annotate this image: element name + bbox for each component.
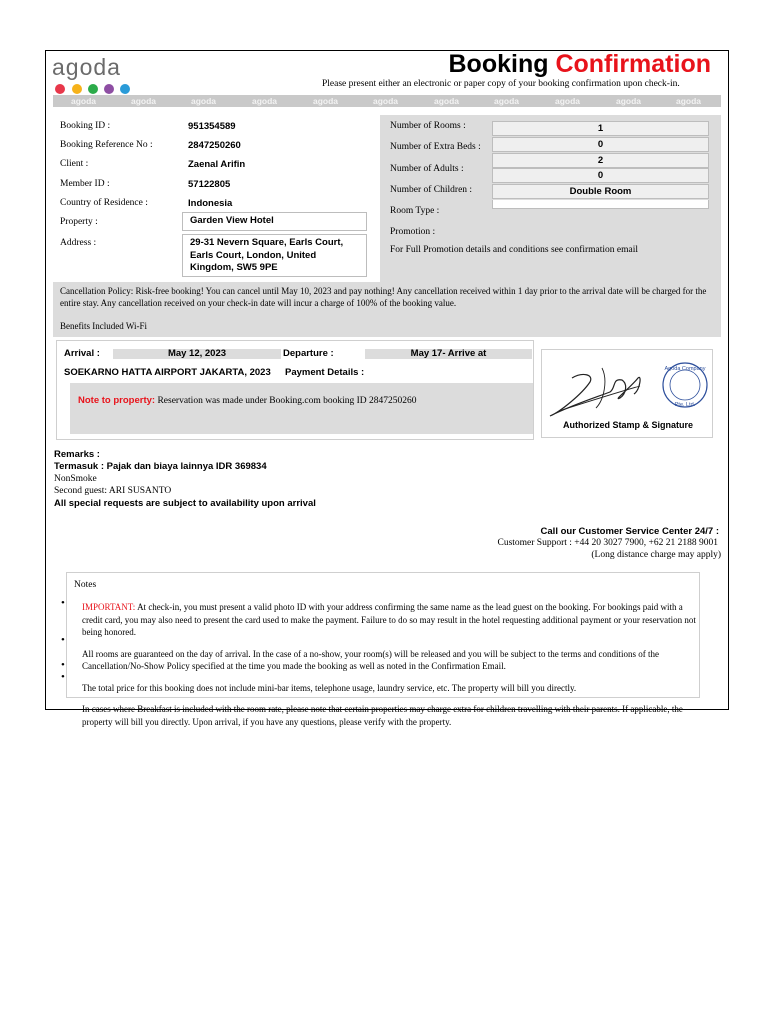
title-confirmation: Confirmation	[555, 50, 711, 78]
notes-title: Notes	[74, 580, 97, 590]
address-value: 29-31 Nevern Square, Earls Court, Earls Court, London, United Kingdom, SW5 9PE	[182, 234, 367, 277]
remarks-second-guest: Second guest: ARI SUSANTO	[54, 486, 172, 496]
logo-dot-red	[55, 84, 65, 94]
company-seal	[663, 363, 707, 408]
band-label: agoda	[373, 96, 399, 106]
note-to-property	[78, 395, 417, 406]
booking-id-label: Booking ID :	[60, 121, 111, 131]
arrival-value: May 12, 2023	[113, 349, 281, 359]
note-to-property-label: Note to property:	[78, 395, 156, 406]
band-label: agoda	[252, 96, 278, 106]
bullet-icon: •	[61, 671, 65, 683]
logo-dot-yellow	[72, 84, 82, 94]
notes-breakfast: In cases where Breakfast is included with the room rate, please note that certain properties may charge extra for children travelling with their parents. If applicable, the property will bill you directly. Upon arrival, if you have any questions, please verify with the property.	[82, 704, 683, 727]
extra-beds-value: 0	[492, 137, 709, 152]
booking-id-value: 951354589	[188, 121, 236, 132]
payment-details-label: Payment Details :	[285, 367, 365, 378]
member-id-value: 57122805	[188, 179, 231, 190]
stamp-caption: Authorized Stamp & Signature	[562, 420, 693, 430]
remarks-taxes: Termasuk : Pajak dan biaya lainnya IDR 369834	[54, 461, 267, 472]
signature-box	[541, 349, 713, 438]
arrival-label: Arrival :	[64, 348, 100, 359]
departure-label: Departure :	[283, 348, 334, 359]
seal-top-text: Agoda Company	[664, 366, 706, 372]
room-box-spacer	[492, 200, 709, 209]
children-label: Number of Children :	[390, 185, 473, 195]
country-value: Indonesia	[188, 198, 233, 209]
client-value: Zaenal Arifin	[188, 159, 246, 170]
property-label: Property :	[60, 217, 98, 227]
adults-value: 2	[492, 153, 709, 168]
reference-label: Booking Reference No :	[60, 140, 153, 150]
title-booking: Booking	[448, 50, 549, 78]
band-label: agoda	[71, 96, 97, 106]
band-label: agoda	[313, 96, 339, 106]
rooms-label: Number of Rooms :	[390, 121, 466, 131]
remarks-title: Remarks :	[54, 449, 100, 460]
agoda-logo: agoda	[52, 54, 121, 80]
logo-dot-purple	[104, 84, 114, 94]
support-phone: Customer Support : +44 20 3027 7900, +62 21 2188 9001	[497, 538, 718, 548]
remarks-special-requests: All special requests are subject to availability upon arrival	[54, 498, 316, 509]
note-to-property-panel	[70, 383, 533, 434]
band-label: agoda	[131, 96, 157, 106]
support-title: Call our Customer Service Center 24/7 :	[540, 526, 719, 537]
important-text: At check-in, you must present a valid photo ID with your address confirming the same name as the lead guest on the booking. For bookings paid with a credit card, you may also need to present the card used to make the payment. Failure to do so may result in the hotel requesting additional payment or your reservation not being honored.	[82, 602, 696, 637]
rooms-value: 1	[492, 121, 709, 136]
band-label: agoda	[494, 96, 520, 106]
important-label: IMPORTANT:	[82, 602, 136, 612]
benefits-included: Benefits Included Wi-Fi	[60, 321, 147, 331]
notes-extras: The total price for this booking does not include mini-bar items, telephone usage, laundry service, etc. The property will bill you directly.	[82, 682, 577, 693]
signature-drawing	[542, 350, 712, 420]
room-type-value: Double Room	[492, 184, 709, 199]
seal-bottom-text: Pte. Ltd.	[674, 402, 696, 408]
children-value: 0	[492, 168, 709, 183]
page-title	[449, 50, 712, 79]
brand-band	[53, 95, 721, 107]
band-label: agoda	[616, 96, 642, 106]
promotion-label: Promotion :	[390, 227, 436, 237]
bullet-icon: •	[61, 634, 65, 646]
band-label: agoda	[555, 96, 581, 106]
extra-beds-label: Number of Extra Beds :	[390, 142, 481, 152]
notes-guarantee: All rooms are guaranteed on the day of arrival. In the case of a no-show, your room(s) will be released and you will be subject to the terms and conditions of the Cancellation/No-Show Policy specified at the time you made the booking as well as noted in the Confirmation Email.	[82, 648, 659, 671]
reference-value: 2847250260	[188, 140, 241, 151]
band-label: agoda	[676, 96, 702, 106]
bullet-icon: •	[61, 659, 65, 671]
country-label: Country of Residence :	[60, 198, 148, 208]
cancellation-policy: Cancellation Policy: Risk-free booking! You can cancel until May 10, 2023 and pay nothing! Any cancellation received within 1 day prior to the arrival date will be charged for the entire stay. Any cancellation received on your check-in date will incur a charge of 100% of the booking value.	[60, 286, 707, 308]
notes-important	[82, 601, 696, 639]
band-label: agoda	[434, 96, 460, 106]
promotion-note: For Full Promotion details and conditions see confirmation email	[390, 245, 639, 255]
band-label: agoda	[191, 96, 217, 106]
remarks-nonsmoke: NonSmoke	[54, 474, 97, 484]
logo-dot-green	[88, 84, 98, 94]
departure-destination: SOEKARNO HATTA AIRPORT JAKARTA, 2023	[64, 367, 271, 378]
support-charge-note: (Long distance charge may apply)	[591, 550, 721, 560]
property-value: Garden View Hotel	[182, 212, 367, 231]
address-label: Address :	[60, 238, 97, 248]
departure-value: May 17- Arrive at	[365, 349, 532, 359]
client-label: Client :	[60, 159, 89, 169]
room-type-label: Room Type :	[390, 206, 440, 216]
note-to-property-text: Reservation was made under Booking.com booking ID 2847250260	[157, 396, 417, 406]
page-subtitle: Please present either an electronic or paper copy of your booking confirmation upon check-in.	[322, 79, 680, 89]
adults-label: Number of Adults :	[390, 164, 464, 174]
bullet-icon: •	[61, 597, 65, 609]
logo-dot-blue	[120, 84, 130, 94]
member-id-label: Member ID :	[60, 179, 110, 189]
notes-body	[82, 592, 696, 737]
